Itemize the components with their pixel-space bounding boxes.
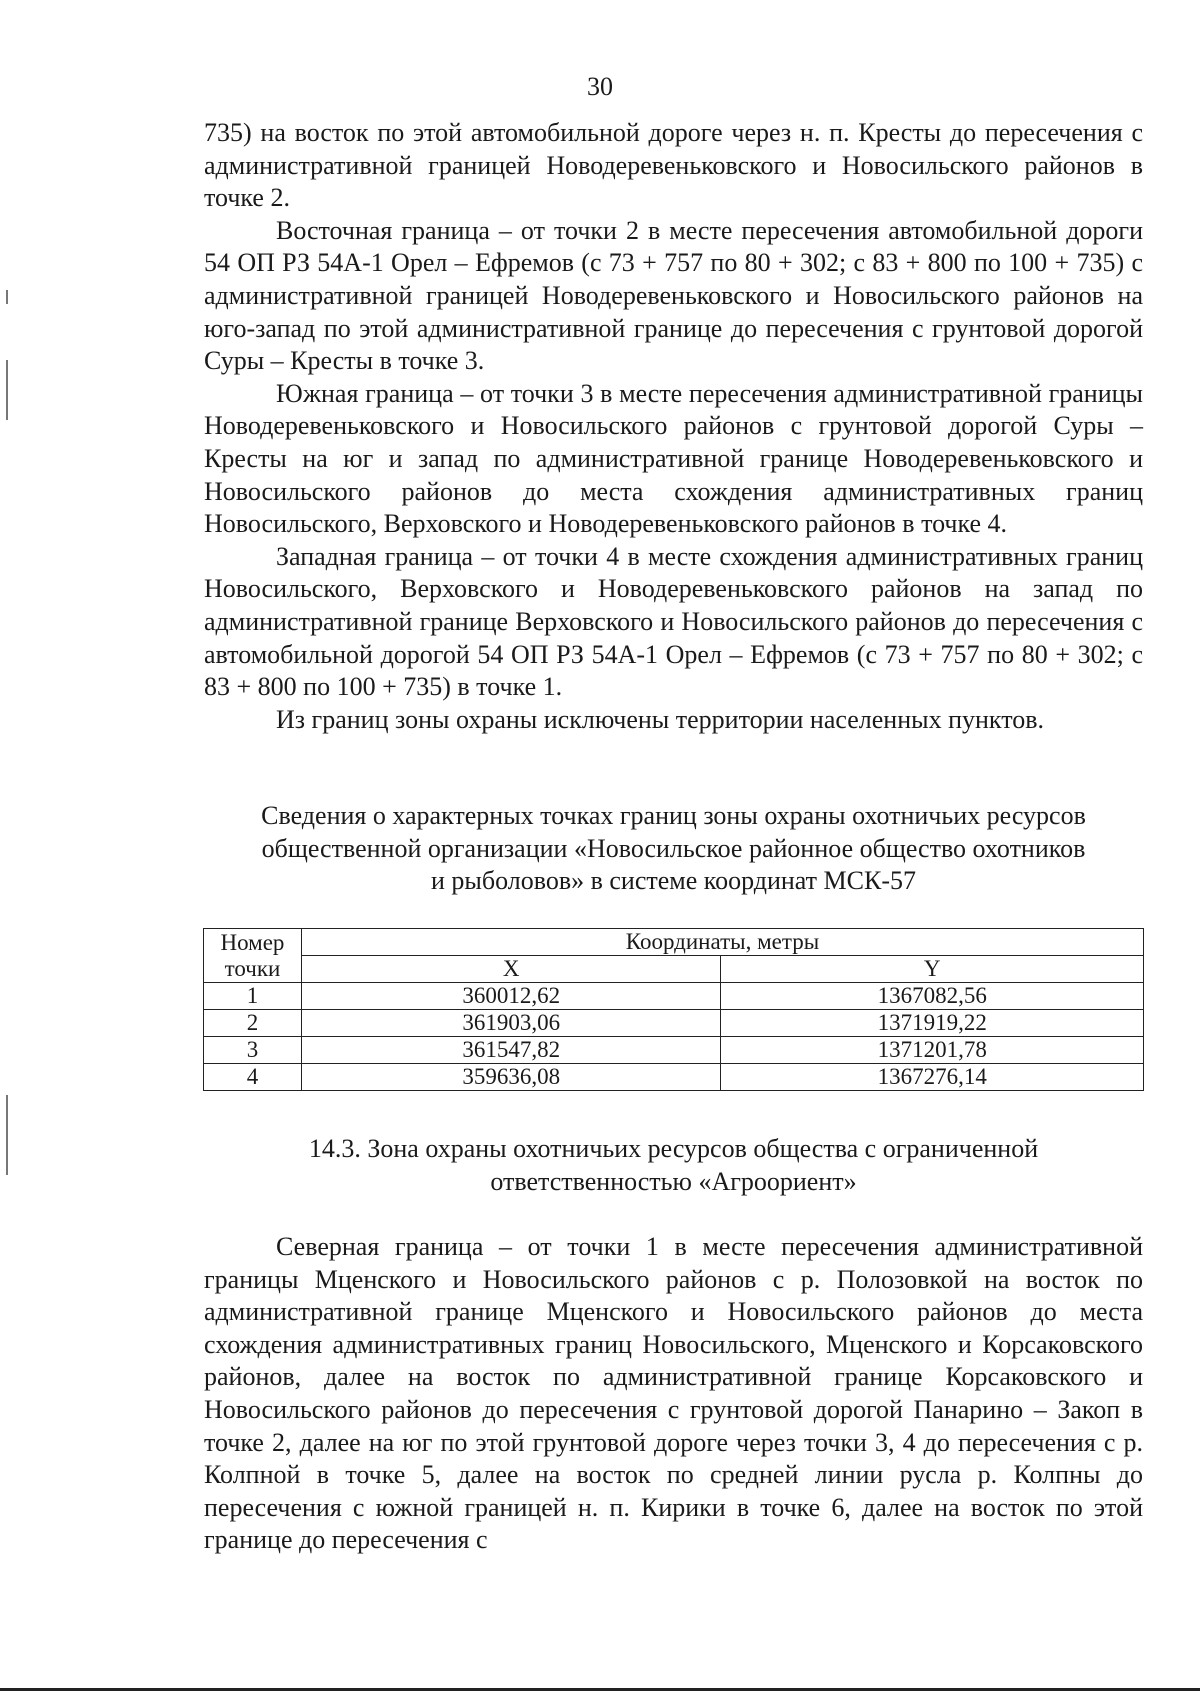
cell-point: 2 (204, 1010, 302, 1037)
table-caption-line-1: Сведения о характерных точках границ зоны охраны охотничьих ресурсов (261, 801, 1086, 830)
header-x: X (301, 956, 721, 983)
header-y: Y (721, 956, 1144, 983)
table-row (204, 983, 1144, 1010)
header-point-line-2: точки (224, 955, 281, 981)
paragraph-continuation: 735) на восток по этой автомобильной дороге через н. п. Кресты до пересечения с административной границей Новодеревеньковского и Новосильского районов в точке 2. (204, 118, 1143, 213)
cell-y: 1371919,22 (721, 1010, 1144, 1037)
section-heading-14-3 (204, 1133, 1143, 1198)
cell-y: 1367276,14 (721, 1064, 1144, 1091)
agroorient-boundary-section (204, 1231, 1143, 1557)
table-caption (204, 800, 1143, 898)
header-point-line-1: Номер (220, 929, 285, 955)
paragraph-south-boundary: Южная граница – от точки 3 в месте пересечения административной границы Новодеревеньковского и Новосильского районов с грунтовой дорогой Суры – Кресты на юг и запад по административной границе Новодеревеньковского и Новосильского районов до места схождения административных границ Новосильского, Верховского и Новодеревеньковского районов в точке 4. (204, 378, 1143, 539)
cell-point: 4 (204, 1064, 302, 1091)
table-header-row-1 (204, 929, 1144, 956)
scan-margin-mark (6, 360, 8, 420)
section-heading-line-1: 14.3. Зона охраны охотничьих ресурсов общества с ограниченной (308, 1134, 1039, 1163)
paragraph-west-boundary: Западная граница – от точки 4 в месте схождения административных границ Новосильского, Верховского и Новодеревеньковского районов на запад по административной границе Верховского и Новосильского районов до пересечения с автомобильной дорогой 54 ОП РЗ 54А-1 Орел – Ефремов (с 73 + 757 по 80 + 302; с 83 + 800 по 100 + 735) в точке 1. (204, 541, 1143, 702)
paragraph-north-boundary: Северная граница – от точки 1 в месте пересечения административной границы Мценского и Новосильского районов с р. Полозовкой на восток по административной границе Мценского и Новосильского районов до места схождения административных границ Новосильского, Мценского и Корсаковского районов, далее на восток по административной границе Корсаковского и Новосильского районов до пересечения с грунтовой дорогой Панарино – Закоп в точке 2, далее на юг по этой грунтовой дороге через точки 3, 4 до пересечения с р. Колпной в точке 5, далее на восток по средней линии русла р. Колпны до пересечения с южной границей н. п. Кирики в точке 6, далее на восток по этой границе до пересечения с (204, 1232, 1143, 1555)
header-coordinates: Координаты, метры (301, 929, 1143, 956)
cell-y: 1367082,56 (721, 983, 1144, 1010)
cell-y: 1371201,78 (721, 1037, 1144, 1064)
page-number: 30 (587, 72, 613, 101)
table-row (204, 1037, 1144, 1064)
cell-point: 1 (204, 983, 302, 1010)
cell-x: 360012,62 (301, 983, 721, 1010)
cell-x: 359636,08 (301, 1064, 721, 1091)
scan-margin-mark (6, 290, 8, 304)
table-caption-line-3: и рыболовов» в системе координат МСК-57 (431, 866, 916, 896)
coordinates-table (203, 928, 1144, 1091)
table-header-row-2 (204, 956, 1144, 983)
table-row (204, 1010, 1144, 1037)
section-heading-line-2: ответственностью «Агроориент» (490, 1166, 857, 1196)
cell-point: 3 (204, 1037, 302, 1064)
cell-x: 361903,06 (301, 1010, 721, 1037)
boundary-description-section (204, 117, 1143, 736)
paragraph-east-boundary: Восточная граница – от точки 2 в месте пересечения автомобильной дороги 54 ОП РЗ 54А-1 Орел – Ефремов (с 73 + 757 по 80 + 302; с 83 + 800 по 100 + 735) с административной границей Новодеревеньковского и Новосильского районов на юго-запад по этой административной границе до пересечения с грунтовой дорогой Суры – Кресты в точке 3. (204, 215, 1143, 376)
paragraph-exclusions: Из границ зоны охраны исключены территории населенных пунктов. (276, 704, 1045, 734)
table-row (204, 1064, 1144, 1091)
header-point-number (204, 929, 302, 983)
scan-margin-mark (6, 1095, 8, 1175)
table-caption-line-2: общественной организации «Новосильское районное общество охотников (261, 833, 1086, 863)
cell-x: 361547,82 (301, 1037, 721, 1064)
scan-bottom-edge (0, 1688, 1200, 1691)
